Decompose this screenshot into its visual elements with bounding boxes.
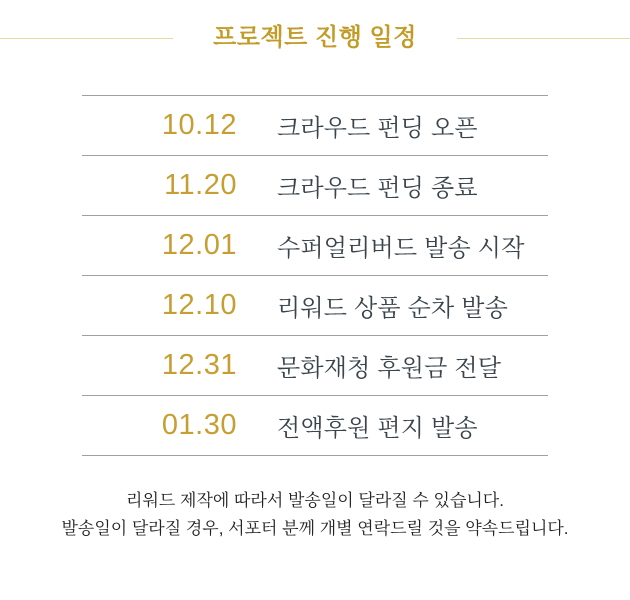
schedule-label: 리워드 상품 순차 발송 (277, 295, 509, 322)
schedule-label: 문화재청 후원금 전달 (277, 355, 502, 382)
schedule-row (82, 275, 548, 335)
schedule-row (82, 215, 548, 275)
schedule-row (82, 335, 548, 395)
schedule-date: 10.12 (161, 109, 237, 141)
schedule-label: 전액후원 편지 발송 (277, 415, 478, 442)
schedule-date: 11.20 (164, 169, 237, 201)
footer-notice-line1: 리워드 제작에 따라서 발송일이 달라질 수 있습니다. (126, 491, 504, 510)
schedule-row (82, 155, 548, 215)
schedule-date: 01.30 (161, 409, 237, 441)
schedule-row (82, 95, 548, 155)
footer-notice (0, 487, 630, 543)
schedule-row (82, 395, 548, 456)
schedule-table (82, 95, 548, 456)
schedule-label: 크라우드 펀딩 종료 (277, 175, 478, 202)
schedule-label: 수퍼얼리버드 발송 시작 (277, 235, 525, 262)
schedule-date: 12.10 (161, 289, 237, 321)
schedule-label: 크라우드 펀딩 오픈 (277, 115, 478, 142)
page-title: 프로젝트 진행 일정 (173, 23, 457, 53)
schedule-date: 12.31 (161, 349, 237, 381)
footer-notice-line2: 발송일이 달라질 경우, 서포터 분께 개별 연락드릴 것을 약속드립니다. (61, 519, 569, 538)
title-band (0, 23, 630, 53)
schedule-date: 12.01 (161, 229, 237, 261)
